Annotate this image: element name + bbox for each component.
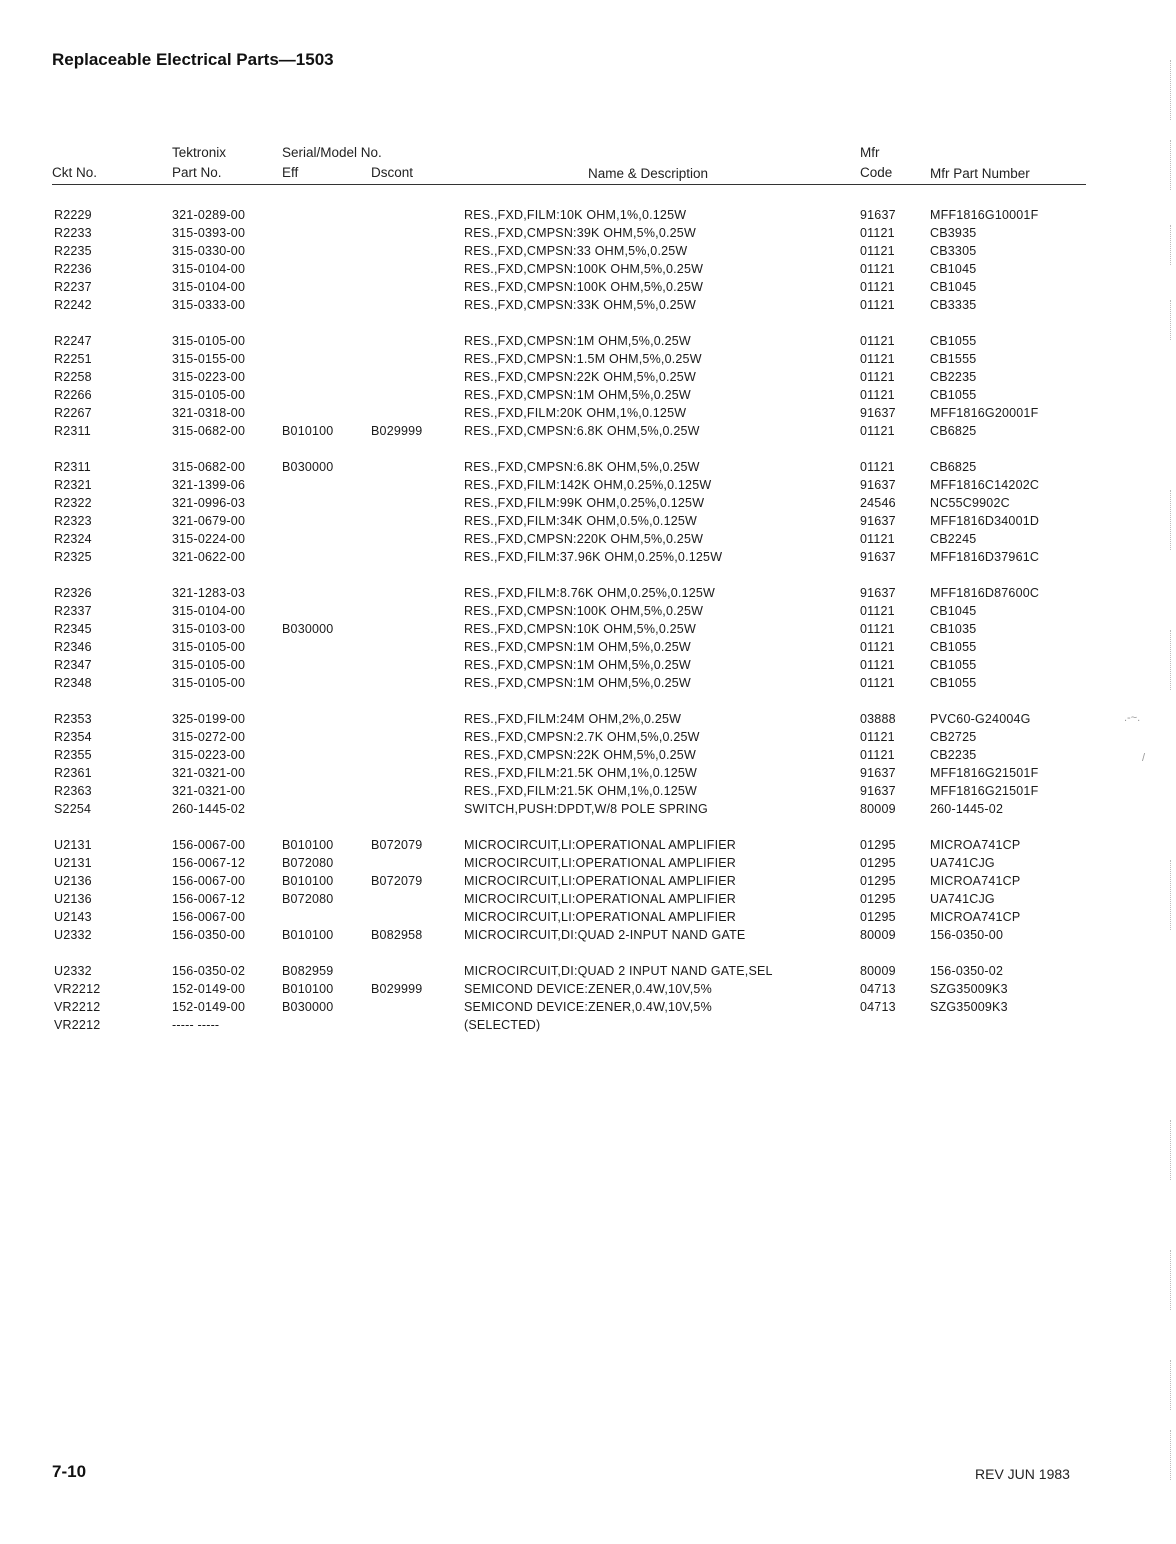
part-no: 321-0321-00 [172, 766, 246, 780]
part-no: 156-0350-02 [172, 964, 246, 978]
page-title: Replaceable Electrical Parts—1503 [52, 50, 334, 69]
parts-list [0, 208, 1176, 1036]
description: MICROCIRCUIT,LI:OPERATIONAL AMPLIFIER [464, 856, 737, 870]
ckt-no: R2247 [54, 334, 92, 348]
part-no: 156-0067-00 [172, 910, 246, 924]
ckt-no: R2258 [54, 370, 92, 384]
part-row [0, 928, 1176, 946]
ckt-no: R2236 [54, 262, 92, 276]
part-row [0, 532, 1176, 550]
description: RES.,FXD,FILM:37.96K OHM,0.25%,0.125W [464, 550, 723, 564]
mfr-part-number: CB6825 [930, 460, 977, 474]
part-no: 321-0321-00 [172, 784, 246, 798]
description: RES.,FXD,FILM:20K OHM,1%,0.125W [464, 406, 687, 420]
part-row [0, 208, 1176, 226]
description: MICROCIRCUIT,LI:OPERATIONAL AMPLIFIER [464, 892, 737, 906]
part-no: 315-0104-00 [172, 280, 246, 294]
part-no: 315-0682-00 [172, 424, 246, 438]
scan-edge [1170, 490, 1172, 550]
scan-edge [1170, 860, 1172, 930]
part-no: 315-0223-00 [172, 748, 246, 762]
description: RES.,FXD,FILM:21.5K OHM,1%,0.125W [464, 766, 698, 780]
part-no: 315-0272-00 [172, 730, 246, 744]
mfr-part-number: MFF1816D34001D [930, 514, 1040, 528]
ckt-no: R2311 [54, 460, 91, 474]
ckt-no: R2345 [54, 622, 92, 636]
mfr-part-number: CB1055 [930, 658, 977, 672]
group-spacer [0, 694, 1176, 712]
mfr-part-number: MFF1816G20001F [930, 406, 1039, 420]
mfr-code: 91637 [860, 784, 896, 798]
part-row [0, 370, 1176, 388]
mfr-part-number: CB2235 [930, 748, 977, 762]
description: RES.,FXD,CMPSN:10K OHM,5%,0.25W [464, 622, 696, 636]
eff-serial: B072080 [282, 892, 334, 906]
mfr-code: 01121 [860, 658, 895, 672]
ckt-no: U2136 [54, 874, 92, 888]
ckt-no: VR2212 [54, 1000, 101, 1014]
mfr-code: 01121 [860, 676, 895, 690]
ckt-no: R2237 [54, 280, 92, 294]
mfr-part-number: MICROA741CP [930, 910, 1021, 924]
eff-serial: B010100 [282, 838, 334, 852]
part-no: 315-0224-00 [172, 532, 246, 546]
mfr-part-number: MICROA741CP [930, 874, 1021, 888]
ckt-no: S2254 [54, 802, 92, 816]
mfr-code: 01121 [860, 640, 895, 654]
dscont-serial: B029999 [371, 424, 423, 438]
description: RES.,FXD,CMPSN:33 OHM,5%,0.25W [464, 244, 688, 258]
mfr-part-number: MFF1816G10001F [930, 208, 1039, 222]
description: RES.,FXD,FILM:99K OHM,0.25%,0.125W [464, 496, 705, 510]
description: RES.,FXD,CMPSN:22K OHM,5%,0.25W [464, 748, 696, 762]
description: RES.,FXD,FILM:8.76K OHM,0.25%,0.125W [464, 586, 716, 600]
part-no: 156-0067-00 [172, 838, 246, 852]
ckt-no: VR2212 [54, 982, 101, 996]
part-row [0, 262, 1176, 280]
col-header-ckt: Ckt No. [52, 165, 98, 180]
part-no: 156-0067-12 [172, 892, 246, 906]
part-no: 321-0318-00 [172, 406, 246, 420]
col-header-eff: Eff [282, 165, 299, 180]
part-row [0, 388, 1176, 406]
ckt-no: R2348 [54, 676, 92, 690]
mfr-part-number: CB3335 [930, 298, 977, 312]
mfr-code: 80009 [860, 928, 896, 942]
part-no: 321-0679-00 [172, 514, 246, 528]
mfr-code: 01121 [860, 460, 895, 474]
mfr-code: 01121 [860, 298, 895, 312]
mfr-code: 01121 [860, 604, 895, 618]
mfr-code: 91637 [860, 586, 896, 600]
mfr-part-number: SZG35009K3 [930, 982, 1008, 996]
description: RES.,FXD,FILM:34K OHM,0.5%,0.125W [464, 514, 698, 528]
ckt-no: R2322 [54, 496, 92, 510]
col-header-mfr: Mfr [860, 145, 880, 160]
description: RES.,FXD,CMPSN:2.7K OHM,5%,0.25W [464, 730, 700, 744]
mfr-code: 01121 [860, 388, 895, 402]
mfr-part-number: CB6825 [930, 424, 977, 438]
scan-edge [1170, 60, 1172, 120]
ckt-no: R2229 [54, 208, 92, 222]
mfr-code: 01121 [860, 622, 895, 636]
mfr-part-number: 156-0350-02 [930, 964, 1004, 978]
part-no: 315-0155-00 [172, 352, 246, 366]
description: RES.,FXD,FILM:21.5K OHM,1%,0.125W [464, 784, 698, 798]
ckt-no: VR2212 [54, 1018, 101, 1032]
mfr-code: 01121 [860, 280, 895, 294]
description: RES.,FXD,FILM:10K OHM,1%,0.125W [464, 208, 687, 222]
ckt-no: R2347 [54, 658, 92, 672]
mfr-part-number: MFF1816G21501F [930, 766, 1039, 780]
description: RES.,FXD,CMPSN:1M OHM,5%,0.25W [464, 640, 691, 654]
scan-edge [1170, 140, 1172, 190]
ckt-no: U2131 [54, 838, 92, 852]
eff-serial: B010100 [282, 874, 334, 888]
part-row [0, 298, 1176, 316]
mfr-part-number: NC55C9902C [930, 496, 1010, 510]
part-no: ----- ----- [172, 1018, 220, 1032]
scan-edge [1170, 1360, 1172, 1410]
col-header-description: Name & Description [588, 166, 709, 181]
mfr-part-number: CB1045 [930, 262, 977, 276]
part-row [0, 1000, 1176, 1018]
part-row [0, 910, 1176, 928]
ckt-no: R2355 [54, 748, 92, 762]
part-no: 321-0289-00 [172, 208, 246, 222]
mfr-part-number: CB3935 [930, 226, 977, 240]
mfr-part-number: CB1055 [930, 640, 977, 654]
mfr-part-number: UA741CJG [930, 892, 995, 906]
description: MICROCIRCUIT,LI:OPERATIONAL AMPLIFIER [464, 874, 737, 888]
description: RES.,FXD,CMPSN:39K OHM,5%,0.25W [464, 226, 696, 240]
mfr-code: 91637 [860, 478, 896, 492]
mfr-code: 01121 [860, 262, 895, 276]
ckt-no: R2324 [54, 532, 92, 546]
page-number: 7-10 [52, 1462, 87, 1481]
col-header-dscont: Dscont [371, 165, 414, 180]
ckt-no: R2363 [54, 784, 92, 798]
description: RES.,FXD,CMPSN:1M OHM,5%,0.25W [464, 334, 691, 348]
eff-serial: B010100 [282, 982, 334, 996]
mfr-code: 24546 [860, 496, 896, 510]
group-spacer [0, 442, 1176, 460]
part-no: 321-1399-06 [172, 478, 246, 492]
mfr-part-number: CB1555 [930, 352, 977, 366]
description: MICROCIRCUIT,LI:OPERATIONAL AMPLIFIER [464, 838, 737, 852]
col-header-tektronix: Tektronix [172, 145, 227, 160]
ckt-no: U2131 [54, 856, 92, 870]
scan-edge [1170, 300, 1172, 340]
mfr-code: 01295 [860, 892, 896, 906]
part-no: 315-0105-00 [172, 640, 246, 654]
mfr-code: 01295 [860, 910, 896, 924]
dscont-serial: B029999 [371, 982, 423, 996]
mfr-code: 01121 [860, 226, 895, 240]
dscont-serial: B082958 [371, 928, 423, 942]
mfr-part-number: CB2235 [930, 370, 977, 384]
header-rule [52, 184, 1086, 185]
eff-serial: B072080 [282, 856, 334, 870]
part-row [0, 874, 1176, 892]
mfr-code: 01121 [860, 730, 895, 744]
mfr-code: 04713 [860, 982, 896, 996]
ckt-no: R2323 [54, 514, 92, 528]
mfr-part-number: CB1045 [930, 280, 977, 294]
part-no: 315-0103-00 [172, 622, 246, 636]
scan-edge [1170, 1430, 1172, 1480]
part-no: 321-0996-03 [172, 496, 246, 510]
description: RES.,FXD,FILM:24M OHM,2%,0.25W [464, 712, 682, 726]
ckt-no: U2332 [54, 928, 92, 942]
part-no: 315-0333-00 [172, 298, 246, 312]
description: MICROCIRCUIT,DI:QUAD 2 INPUT NAND GATE,SEL [464, 964, 773, 978]
mfr-code: 91637 [860, 766, 896, 780]
mfr-part-number: CB1055 [930, 676, 977, 690]
ckt-no: R2267 [54, 406, 92, 420]
mfr-code: 91637 [860, 406, 896, 420]
eff-serial: B082959 [282, 964, 334, 978]
group-spacer [0, 946, 1176, 964]
part-no: 321-0622-00 [172, 550, 246, 564]
scan-edge [1170, 630, 1172, 690]
part-row [0, 892, 1176, 910]
part-row [0, 406, 1176, 424]
mfr-code: 01121 [860, 532, 895, 546]
part-row [0, 730, 1176, 748]
scan-edge [1170, 225, 1172, 265]
ckt-no: R2354 [54, 730, 92, 744]
part-row [0, 496, 1176, 514]
eff-serial: B010100 [282, 928, 334, 942]
part-no: 315-0223-00 [172, 370, 246, 384]
mfr-code: 01121 [860, 352, 895, 366]
ckt-no: R2325 [54, 550, 92, 564]
part-row [0, 478, 1176, 496]
eff-serial: B030000 [282, 1000, 334, 1014]
ckt-no: U2143 [54, 910, 92, 924]
part-row [0, 766, 1176, 784]
part-no: 315-0330-00 [172, 244, 246, 258]
ckt-no: R2266 [54, 388, 92, 402]
group-spacer [0, 568, 1176, 586]
part-row [0, 280, 1176, 298]
mfr-code: 91637 [860, 514, 896, 528]
part-row [0, 622, 1176, 640]
scan-smudge: / [1142, 752, 1146, 764]
description: RES.,FXD,CMPSN:1M OHM,5%,0.25W [464, 676, 691, 690]
ckt-no: R2361 [54, 766, 92, 780]
mfr-part-number: MFF1816D87600C [930, 586, 1040, 600]
mfr-code: 01295 [860, 874, 896, 888]
mfr-part-number: CB1055 [930, 388, 977, 402]
part-row [0, 838, 1176, 856]
mfr-code: 91637 [860, 550, 896, 564]
col-header-mfr-part-number: Mfr Part Number [930, 166, 1030, 181]
part-no: 315-0105-00 [172, 676, 246, 690]
description: RES.,FXD,CMPSN:33K OHM,5%,0.25W [464, 298, 696, 312]
ckt-no: R2337 [54, 604, 92, 618]
description: RES.,FXD,CMPSN:22K OHM,5%,0.25W [464, 370, 696, 384]
mfr-part-number: UA741CJG [930, 856, 995, 870]
part-no: 325-0199-00 [172, 712, 246, 726]
part-no: 315-0104-00 [172, 262, 246, 276]
mfr-part-number: MFF1816G21501F [930, 784, 1039, 798]
mfr-code: 01121 [860, 748, 895, 762]
ckt-no: R2346 [54, 640, 92, 654]
description: RES.,FXD,CMPSN:220K OHM,5%,0.25W [464, 532, 704, 546]
part-row [0, 226, 1176, 244]
part-row [0, 514, 1176, 532]
part-row [0, 676, 1176, 694]
col-header-part-no: Part No. [172, 165, 222, 180]
ckt-no: U2136 [54, 892, 92, 906]
col-header-code: Code [860, 165, 893, 180]
group-spacer [0, 316, 1176, 334]
mfr-code: 01121 [860, 424, 895, 438]
part-row [0, 784, 1176, 802]
part-no: 156-0350-00 [172, 928, 246, 942]
eff-serial: B030000 [282, 622, 334, 636]
part-row [0, 640, 1176, 658]
revision-date: REV JUN 1983 [975, 1466, 1070, 1482]
mfr-part-number: CB2725 [930, 730, 977, 744]
col-header-serial-model: Serial/Model No. [282, 145, 382, 160]
mfr-code: 01121 [860, 244, 895, 258]
mfr-code: 80009 [860, 964, 896, 978]
part-no: 315-0104-00 [172, 604, 246, 618]
eff-serial: B030000 [282, 460, 334, 474]
mfr-code: 01121 [860, 370, 895, 384]
part-row [0, 244, 1176, 262]
group-spacer [0, 820, 1176, 838]
part-no: 152-0149-00 [172, 982, 246, 996]
mfr-part-number: 260-1445-02 [930, 802, 1004, 816]
mfr-code: 03888 [860, 712, 896, 726]
description: SEMICOND DEVICE:ZENER,0.4W,10V,5% [464, 1000, 712, 1014]
part-no: 315-0105-00 [172, 388, 246, 402]
mfr-part-number: CB1055 [930, 334, 977, 348]
part-row [0, 550, 1176, 568]
part-row [0, 802, 1176, 820]
ckt-no: U2332 [54, 964, 92, 978]
scan-edge [1170, 1250, 1172, 1310]
mfr-code: 01295 [860, 838, 896, 852]
mfr-code: 04713 [860, 1000, 896, 1014]
mfr-part-number: MICROA741CP [930, 838, 1021, 852]
part-row [0, 1018, 1176, 1036]
part-no: 156-0067-12 [172, 856, 246, 870]
eff-serial: B010100 [282, 424, 334, 438]
mfr-code: 80009 [860, 802, 896, 816]
part-no: 321-1283-03 [172, 586, 246, 600]
part-row [0, 586, 1176, 604]
description: RES.,FXD,CMPSN:100K OHM,5%,0.25W [464, 262, 704, 276]
part-row [0, 856, 1176, 874]
dscont-serial: B072079 [371, 838, 423, 852]
part-no: 315-0105-00 [172, 658, 246, 672]
mfr-part-number: MFF1816D37961C [930, 550, 1040, 564]
scan-smudge: .-~. [1124, 712, 1141, 724]
description: RES.,FXD,CMPSN:1M OHM,5%,0.25W [464, 658, 691, 672]
part-row [0, 424, 1176, 442]
part-no: 315-0105-00 [172, 334, 246, 348]
part-row [0, 712, 1176, 730]
part-row [0, 334, 1176, 352]
mfr-part-number: MFF1816C14202C [930, 478, 1040, 492]
mfr-part-number: CB2245 [930, 532, 977, 546]
description: SEMICOND DEVICE:ZENER,0.4W,10V,5% [464, 982, 712, 996]
part-row [0, 748, 1176, 766]
mfr-part-number: SZG35009K3 [930, 1000, 1008, 1014]
part-row [0, 982, 1176, 1000]
part-no: 260-1445-02 [172, 802, 246, 816]
part-no: 156-0067-00 [172, 874, 246, 888]
mfr-part-number: 156-0350-00 [930, 928, 1004, 942]
description: RES.,FXD,CMPSN:1M OHM,5%,0.25W [464, 388, 691, 402]
description: MICROCIRCUIT,DI:QUAD 2-INPUT NAND GATE [464, 928, 746, 942]
part-row [0, 658, 1176, 676]
ckt-no: R2233 [54, 226, 92, 240]
part-no: 315-0393-00 [172, 226, 246, 240]
part-row [0, 352, 1176, 370]
part-row [0, 964, 1176, 982]
description: (SELECTED) [464, 1018, 541, 1032]
description: RES.,FXD,CMPSN:100K OHM,5%,0.25W [464, 604, 704, 618]
part-no: 315-0682-00 [172, 460, 246, 474]
mfr-part-number: CB1035 [930, 622, 977, 636]
part-row [0, 460, 1176, 478]
ckt-no: R2311 [54, 424, 91, 438]
mfr-part-number: PVC60-G24004G [930, 712, 1031, 726]
ckt-no: R2353 [54, 712, 92, 726]
description: MICROCIRCUIT,LI:OPERATIONAL AMPLIFIER [464, 910, 737, 924]
ckt-no: R2326 [54, 586, 92, 600]
mfr-code: 01121 [860, 334, 895, 348]
description: RES.,FXD,CMPSN:1.5M OHM,5%,0.25W [464, 352, 702, 366]
description: RES.,FXD,CMPSN:6.8K OHM,5%,0.25W [464, 424, 700, 438]
ckt-no: R2251 [54, 352, 92, 366]
part-row [0, 604, 1176, 622]
ckt-no: R2242 [54, 298, 92, 312]
dscont-serial: B072079 [371, 874, 423, 888]
part-no: 152-0149-00 [172, 1000, 246, 1014]
description: RES.,FXD,FILM:142K OHM,0.25%,0.125W [464, 478, 712, 492]
ckt-no: R2235 [54, 244, 92, 258]
mfr-part-number: CB3305 [930, 244, 977, 258]
description: SWITCH,PUSH:DPDT,W/8 POLE SPRING [464, 802, 708, 816]
ckt-no: R2321 [54, 478, 92, 492]
description: RES.,FXD,CMPSN:6.8K OHM,5%,0.25W [464, 460, 700, 474]
scan-edge [1170, 1120, 1172, 1180]
mfr-code: 91637 [860, 208, 896, 222]
mfr-code: 01295 [860, 856, 896, 870]
mfr-part-number: CB1045 [930, 604, 977, 618]
description: RES.,FXD,CMPSN:100K OHM,5%,0.25W [464, 280, 704, 294]
